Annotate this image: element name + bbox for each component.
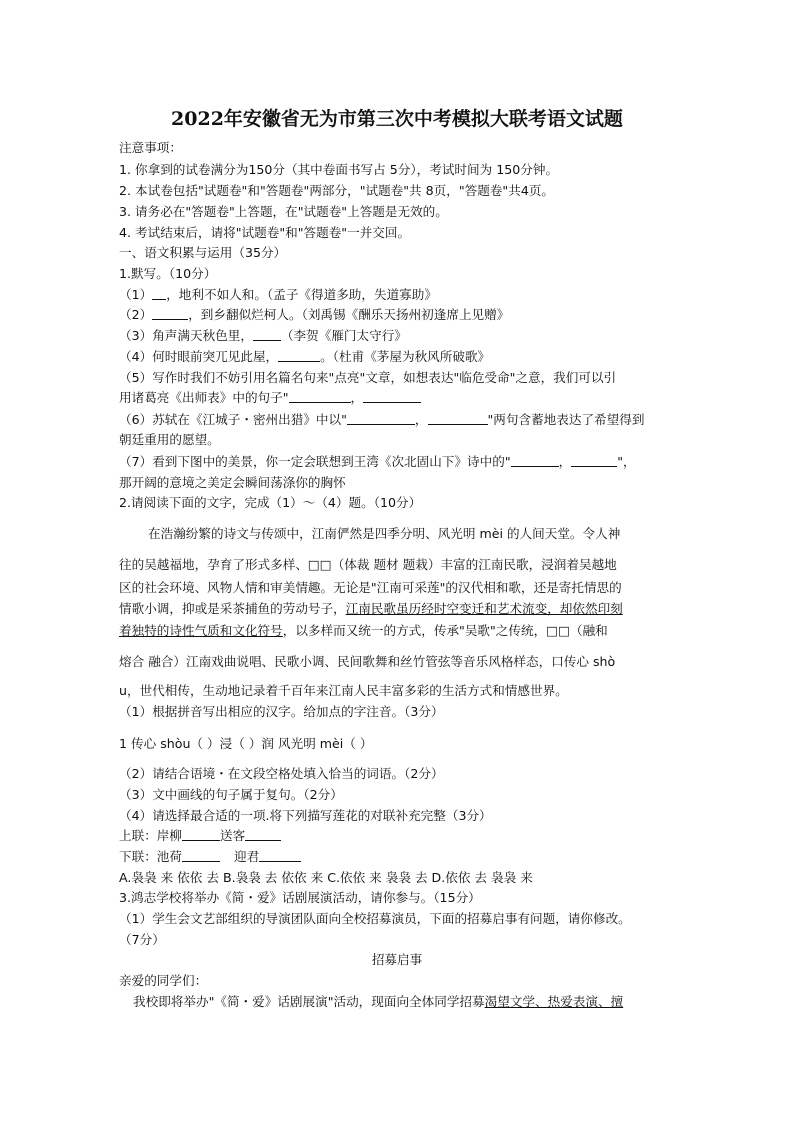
answer-blank[interactable] bbox=[152, 287, 166, 300]
answer-blank[interactable] bbox=[363, 390, 421, 403]
answer-blank[interactable] bbox=[571, 454, 617, 467]
line-text: 迎君 bbox=[233, 849, 260, 864]
line-text: "两句含蓄地表达了希望得到 bbox=[487, 412, 645, 427]
line-text: （6）苏轼在《江城子・密州出猎》中以" bbox=[119, 412, 347, 427]
line-text: ， bbox=[558, 454, 572, 469]
line-text: （李贺《雁门太守行》 bbox=[280, 328, 407, 343]
line-text: 情歌小调，抑或是采茶捕鱼的劳动号子， bbox=[119, 601, 346, 616]
dictation-line bbox=[119, 412, 644, 428]
line-text: 送客 bbox=[219, 828, 246, 843]
line-text: （1） bbox=[119, 287, 153, 302]
line-text: ，以多样而又统一的方式，传承"吴歌"之传统，□□（融和 bbox=[282, 623, 608, 638]
dictation-line: 朝廷重用的愿望。 bbox=[119, 432, 220, 447]
line-text: （2） bbox=[119, 307, 153, 322]
line-text: （3）角声满天秋色里， bbox=[119, 328, 253, 343]
notice-item: 3. 请务必在"答题卷"上答题，在"试题卷"上答题是无效的。 bbox=[119, 204, 448, 219]
answer-blank[interactable] bbox=[182, 849, 220, 862]
line-text: ，到乡翻似烂柯人。（刘禹锡《酬乐天扬州初逢席上见赠》 bbox=[188, 307, 510, 322]
line-text: 。（杜甫《茅屋为秋风所破歌》 bbox=[320, 349, 491, 364]
dictation-line bbox=[119, 454, 636, 470]
answer-blank[interactable] bbox=[511, 454, 559, 467]
passage-line: 在浩瀚纷繁的诗文与传颂中，江南俨然是四季分明、风光明 mèi 的人间天堂。令人神 bbox=[148, 526, 621, 541]
pinyin-line: 1 传心 shòu（ ）浸（ ）润 风光明 mèi（ ） bbox=[119, 736, 373, 751]
passage-line bbox=[119, 623, 608, 639]
answer-blank[interactable] bbox=[152, 307, 188, 320]
question-heading: 1.默写。（10分） bbox=[119, 266, 217, 281]
answer-blank[interactable] bbox=[278, 349, 320, 362]
line-text: （4）何时眼前突兀见此屋， bbox=[119, 349, 279, 364]
passage-line: u，世代相传，生动地记录着千百年来江南人民丰富多彩的生活方式和情感世界。 bbox=[119, 683, 568, 698]
notice-body bbox=[133, 994, 623, 1010]
sub-question: （3）文中画线的句子属于复句。（2分） bbox=[119, 787, 343, 802]
question-heading: 2.请阅读下面的文字，完成（1）～（4）题。（10分） bbox=[119, 495, 422, 510]
line-text: "， bbox=[617, 454, 636, 469]
sub-question: （2）请结合语境・在文段空格处填入恰当的词语。（2分） bbox=[119, 766, 444, 781]
sub-question: （7分） bbox=[119, 932, 165, 947]
answer-blank[interactable] bbox=[245, 828, 281, 841]
line-text: 下联：池荷 bbox=[119, 849, 182, 864]
line-text: ， bbox=[350, 390, 364, 405]
answer-blank[interactable] bbox=[428, 412, 488, 425]
line-text: 我校即将举办"《简・爱》话剧展演"活动，现面向全体同学招募 bbox=[133, 994, 485, 1009]
passage-line: 熔合 融合）江南戏曲说唱、民歌小调、民间歌舞和丝竹管弦等音乐风格样态，口传心 shò bbox=[119, 654, 616, 669]
dictation-line bbox=[119, 390, 421, 406]
sub-question: （4）请选择最合适的一项.将下列描写莲花的对联补充完整（3分） bbox=[119, 808, 492, 823]
passage-line bbox=[119, 601, 623, 617]
answer-blank[interactable] bbox=[259, 849, 301, 862]
line-text: ， bbox=[414, 412, 428, 427]
notice-item: 4. 考试结束后，请将"试题卷"和"答题卷"一并交回。 bbox=[119, 225, 411, 240]
dictation-line: 那开阔的意境之美定会瞬间荡涤你的胸怀 bbox=[119, 475, 346, 490]
dictation-line bbox=[119, 287, 437, 303]
line-text: ，地利不如人和。（孟子《得道多助，失道寡助》 bbox=[166, 287, 437, 302]
underlined-sentence: 着独特的诗性气质和文化符号 bbox=[119, 623, 283, 638]
couplet-upper bbox=[119, 828, 281, 844]
notice-item: 2. 本试卷包括"试题卷"和"答题卷"两部分，"试题卷"共 8页，"答题卷"共4页。 bbox=[119, 183, 555, 198]
underlined-sentence: 渴望文学、热爱表演、擅 bbox=[484, 994, 624, 1009]
dictation-line bbox=[119, 349, 490, 365]
passage-line: 区的社会环境、风物人情和审美情趣。无论是"江南可采莲"的汉代相和歌，还是寄托情思的 bbox=[119, 580, 622, 595]
sub-question: （1）根据拼音写出相应的汉字。给加点的字注音。（3分） bbox=[119, 704, 444, 719]
couplet-lower bbox=[119, 849, 301, 865]
answer-blank[interactable] bbox=[182, 828, 220, 841]
notice-heading: 注意事项： bbox=[119, 140, 182, 155]
section-heading: 一、语文积累与运用（35分） bbox=[119, 245, 287, 260]
dictation-line bbox=[119, 307, 509, 323]
passage-line: 往的吴越福地，孕育了形式多样、□□（体裁 题材 题栽）丰富的江南民歌，浸润着吴越地 bbox=[119, 557, 617, 572]
sub-question: （1）学生会文艺部组织的导演团队面向全校招募演员，下面的招募启事有问题，请你修改。 bbox=[119, 911, 631, 926]
line-text: 上联：岸柳 bbox=[119, 828, 182, 843]
page-title: 2022年安徽省无为市第三次中考模拟大联考语文试题 bbox=[171, 108, 623, 130]
answer-options: A.袅袅 来 依依 去 B.袅袅 去 依依 来 C.依依 来 袅袅 去 D.依依 去 袅袅 来 bbox=[119, 870, 533, 885]
answer-blank[interactable] bbox=[347, 412, 415, 425]
question-heading: 3.鸿志学校将举办《简・爱》话剧展演活动，请你参与。（15分） bbox=[119, 890, 481, 905]
underlined-sentence: 江南民歌虽历经时空变迁和艺术流变，却依然印刻 bbox=[345, 601, 623, 616]
notice-greeting: 亲爱的同学们： bbox=[119, 973, 208, 988]
dictation-line bbox=[119, 328, 407, 344]
answer-blank[interactable] bbox=[253, 328, 281, 341]
line-text: 用诸葛亮《出师表》中的句子" bbox=[119, 390, 289, 405]
notice-title: 招募启事 bbox=[371, 952, 423, 967]
notice-item: 1. 你拿到的试卷满分为150分（其中卷面书写占 5分），考试时间为 150分钟。 bbox=[119, 162, 559, 177]
answer-blank[interactable] bbox=[289, 390, 351, 403]
line-text: （7）看到下图中的美景，你一定会联想到王湾《次北固山下》诗中的" bbox=[119, 454, 511, 469]
dictation-line: （5）写作时我们不妨引用名篇名句来"点亮"文章，如想表达"临危受命"之意，我们可以引 bbox=[119, 370, 617, 385]
